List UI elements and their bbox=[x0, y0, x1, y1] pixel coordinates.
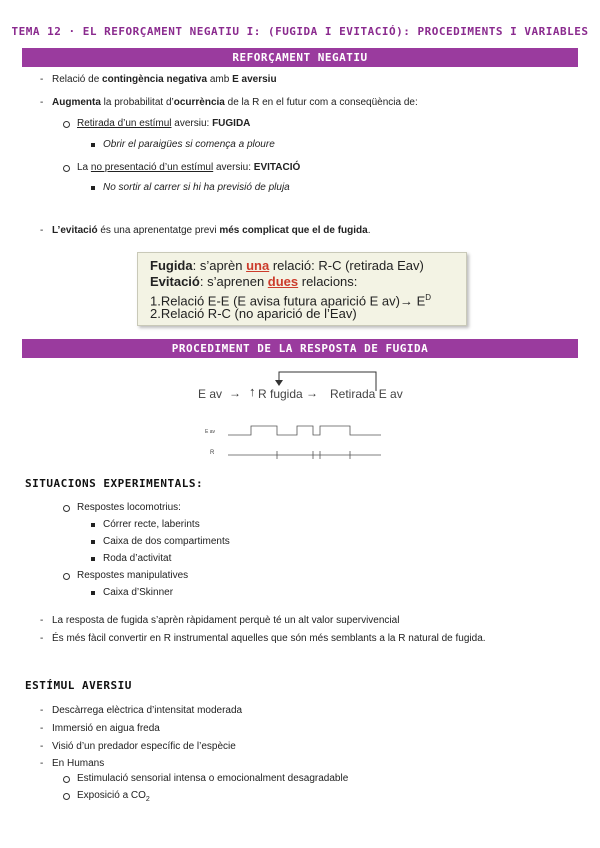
bullet-dash: - bbox=[40, 74, 44, 85]
bullet-circle bbox=[63, 505, 70, 512]
box-line-fugida: Fugida: s’aprèn una relació: R-C (retirada Eav) bbox=[150, 258, 424, 273]
list-item: Descàrrega elèctrica d’intensitat moderada bbox=[52, 705, 243, 716]
box-line-evitacio: Evitació: s’aprenen dues relacions: bbox=[150, 274, 358, 289]
bullet-square bbox=[91, 557, 95, 561]
bullet-circle bbox=[63, 573, 70, 580]
right-arrow-icon: → bbox=[229, 386, 241, 400]
timeline-label-eav: E av bbox=[205, 429, 216, 435]
group-locomotrius: Respostes locomotrius: bbox=[77, 502, 181, 513]
right-arrow-icon: → bbox=[400, 293, 413, 309]
sub-item-fugida: Retirada d’un estímul aversiu: FUGIDA bbox=[77, 118, 251, 129]
diagram-r-fugida: R fugida bbox=[258, 387, 303, 401]
list-item: Visió d’un predador específic de l’espècie bbox=[52, 741, 236, 752]
bullet-square bbox=[91, 523, 95, 527]
list-item: Caixa de dos compartiments bbox=[103, 536, 230, 547]
bullet-circle bbox=[63, 793, 70, 800]
sub-item-co2: Exposició a $CO_2$ bbox=[77, 790, 150, 803]
list-item: Córrer recte, laberints bbox=[103, 519, 200, 530]
bullet-dash: - bbox=[40, 97, 44, 108]
bullet-square bbox=[91, 143, 95, 147]
heading-estimul-aversiu: ESTÍMUL AVERSIU bbox=[25, 679, 132, 692]
point-r-instrumental: És més fàcil convertir en R instrumental aquelles que són més semblants a la R natural de fugida. bbox=[52, 633, 486, 644]
bullet-dash: - bbox=[40, 723, 44, 734]
item-augmenta: Augmenta la probabilitat d’ocurrència de la R en el futur com a conseqüència de: bbox=[52, 97, 418, 108]
heading-situacions-experimentals: SITUACIONS EXPERIMENTALS: bbox=[25, 477, 204, 490]
example-evitacio: No sortir al carrer si hi ha previsió de pluja bbox=[103, 182, 290, 193]
right-arrow-icon: → bbox=[306, 386, 318, 400]
bullet-square bbox=[91, 540, 95, 544]
eav-timeline bbox=[228, 426, 381, 435]
bullet-dash: - bbox=[40, 741, 44, 752]
sub-item-estimulacio: Estimulació sensorial intensa o emocionalment desagradable bbox=[77, 773, 349, 784]
section-bar-reforcament-negatiu: REFORÇAMENT NEGATIU bbox=[22, 48, 578, 67]
bullet-circle bbox=[63, 776, 70, 783]
bullet-circle bbox=[63, 165, 70, 172]
bullet-dash: - bbox=[40, 225, 44, 236]
summary-box bbox=[137, 252, 467, 326]
timeline-chart bbox=[225, 423, 385, 465]
list-item: En Humans bbox=[52, 758, 105, 769]
bullet-dash: - bbox=[40, 758, 44, 769]
item-evitacio-complicat: L’evitació és una aprenentatge previ més complicat que el de fugida. bbox=[52, 225, 371, 236]
list-item: Roda d’activitat bbox=[103, 553, 172, 564]
bullet-dash: - bbox=[40, 633, 44, 644]
bullet-square bbox=[91, 591, 95, 595]
bullet-dash: - bbox=[40, 705, 44, 716]
sub-item-evitacio: La no presentació d’un estímul aversiu: EVITACIÓ bbox=[77, 162, 301, 173]
bullet-square bbox=[91, 186, 95, 190]
list-item: Caixa d’Skinner bbox=[103, 587, 174, 598]
up-arrow-icon: ↑ bbox=[249, 384, 256, 399]
section-bar-procediment-fugida: PROCEDIMENT DE LA RESPOSTA DE FUGIDA bbox=[22, 339, 578, 358]
group-manipulatives: Respostes manipulatives bbox=[77, 570, 189, 581]
list-item: Immersió en aigua freda bbox=[52, 723, 160, 734]
bullet-circle bbox=[63, 121, 70, 128]
box-line-relacio-rc: 2.Relació R-C (no aparició de l’Eav) bbox=[150, 306, 357, 321]
item-contingencia: Relació de contingència negativa amb E aversiu bbox=[52, 74, 277, 85]
point-supervivencial: La resposta de fugida s’aprèn ràpidament perquè té un alt valor supervivencial bbox=[52, 615, 400, 626]
timeline-label-r: R bbox=[210, 450, 215, 456]
page-title: TEMA 12 · EL REFORÇAMENT NEGATIU I: (FUGIDA I EVITACIÓ): PROCEDIMENTS I VARIABLES bbox=[11, 25, 589, 38]
example-fugida: Obrir el paraigües si comença a ploure bbox=[103, 139, 275, 150]
box-line-relacio-ee: 1.Relació E-E (E avisa futura aparició E $av)\to E^D$ bbox=[150, 293, 432, 309]
diagram-retirada: Retirada E av bbox=[330, 387, 403, 401]
diagram-e-av: E av bbox=[198, 387, 223, 401]
bullet-dash: - bbox=[40, 615, 44, 626]
